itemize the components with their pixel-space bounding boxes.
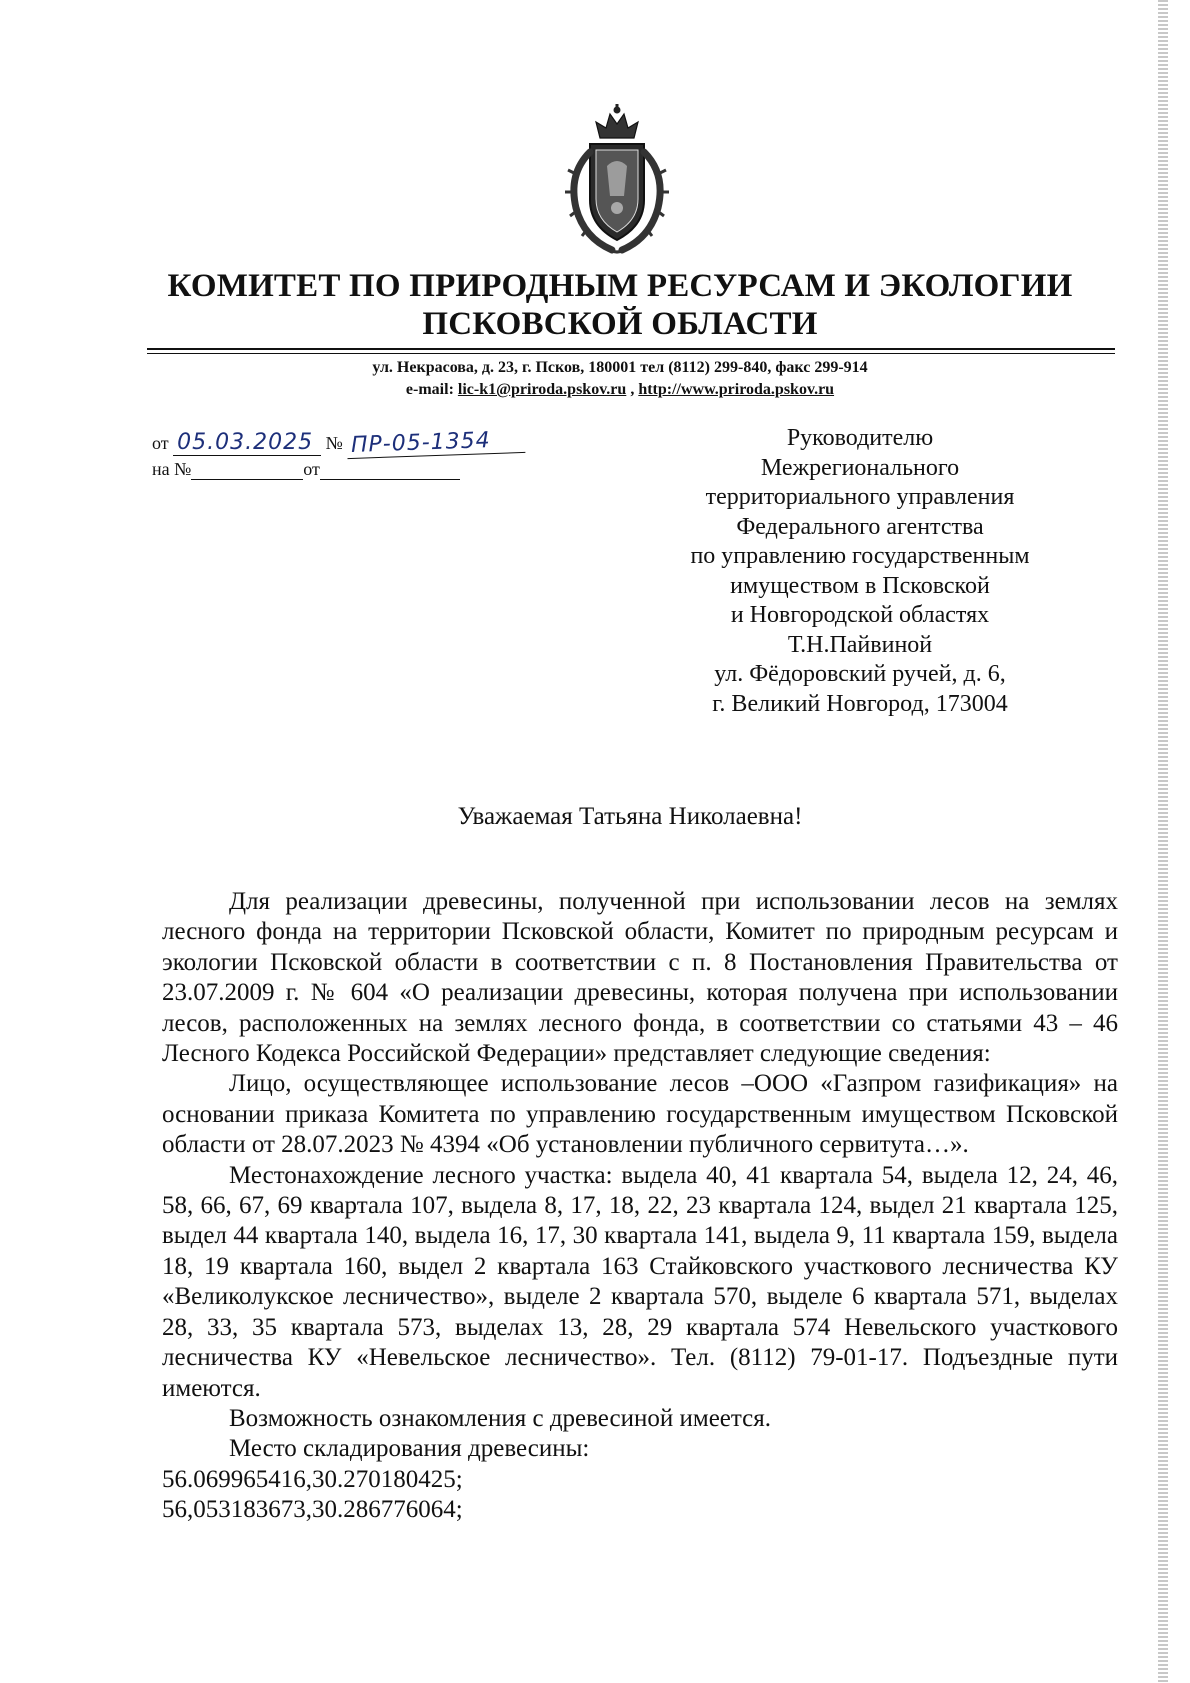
scan-edge-artifact bbox=[1158, 0, 1168, 1683]
organization-contacts bbox=[120, 381, 1120, 399]
recipient-city: г. Великий Новгород, 173004 bbox=[712, 690, 1008, 717]
number-label: № bbox=[325, 433, 343, 453]
body-paragraph: Местонахождение лесного участка: выдела 40, 41 квартала 54, выдела 12, 24, 46, 58, 66, 67, 69 квартала 107, выдела 8, 17, 18, 22, 23 квартала 124, выдел 21 квартала 125, выдел 44 квартала 140, выдела 16, 17, 30 квартала 141, выдела 9, 11 квартала 159, выдела 18, 19 квартала 160, выдел 2 квартала 163 Стайковского участкового лесничества КУ «Великолукское лесничество», выделе 2 квартала 570, выделе 6 квартала 571, выделах 28, 33, 35 квартала 573, выделах 13, 28, 29 квартала 574 Невельского участкового лесничества КУ «Невельское лесничество». Тел. (8112) 79-01-17. Подъездные пути имеются. bbox=[162, 1161, 1118, 1402]
body-paragraph: Место складирования древесины: bbox=[229, 1435, 590, 1463]
organization-name-line2: ПСКОВСКОЙ ОБЛАСТИ bbox=[422, 306, 818, 342]
greeting: Уважаемая Татьяна Николаевна! bbox=[457, 803, 803, 830]
website-link[interactable]: http://www.priroda.pskov.ru bbox=[638, 381, 835, 398]
body-paragraph: Лицо, осуществляющее использование лесов –ООО «Газпром газификация» на основании приказа Комитета по управлению государственным имуществом Псковской области от 28.07.2023 № 4394 «Об установлении публичного сервитута…». bbox=[162, 1070, 1118, 1159]
recipient-line: и Новгородской областях bbox=[730, 602, 990, 628]
recipient-line: Межрегионального bbox=[760, 454, 960, 481]
letter-body bbox=[162, 887, 1118, 1526]
header-divider-thin bbox=[147, 353, 1115, 354]
recipient-line: территориального управления bbox=[705, 484, 1015, 510]
coat-of-arms-emblem-icon bbox=[562, 104, 672, 256]
from-label: от bbox=[152, 433, 169, 453]
organization-address: ул. Некрасова, д. 23, г. Псков, 180001 тел (8112) 299-840, факс 299-914 bbox=[372, 359, 868, 376]
reply-registration bbox=[152, 459, 460, 480]
recipient-block bbox=[620, 424, 1100, 719]
reply-date-blank bbox=[320, 463, 460, 480]
handwritten-number: ПР-05-1354 bbox=[347, 427, 526, 459]
reply-number-blank bbox=[191, 463, 303, 480]
handwritten-date: 05.03.2025 bbox=[173, 430, 321, 456]
recipient-line: имуществом в Псковской bbox=[730, 572, 990, 599]
reply-from-label: от bbox=[303, 459, 320, 479]
recipient-name: Т.Н.Пайвиной bbox=[787, 631, 933, 658]
organization-name-line1: КОМИТЕТ ПО ПРИРОДНЫМ РЕСУРСАМ И ЭКОЛОГИИ bbox=[167, 268, 1073, 304]
recipient-line: Федерального агентства bbox=[736, 513, 984, 540]
contact-separator: , bbox=[630, 381, 635, 398]
body-paragraph: Для реализации древесины, полученной при использовании лесов на землях лесного фонда на территории Псковской области, Комитет по природным ресурсам и экологии Псковской области в соответствии с п. 8 Постановления Правительства от 23.07.2009 г. № 604 «О реализации древесины, которая получена при использовании лесов, расположенных на землях лесного фонда, в соответствии со статьями 43 – 46 Лесного Кодекса Российской Федерации» представляет следующие сведения: bbox=[162, 888, 1118, 1068]
header-divider bbox=[147, 348, 1115, 350]
body-paragraph: Возможность ознакомления с древесиной имеется. bbox=[229, 1404, 771, 1432]
reply-number-label: на № bbox=[152, 459, 192, 479]
email-label: e-mail: bbox=[405, 381, 454, 398]
outgoing-registration bbox=[152, 430, 525, 456]
storage-coordinate: 56,053183673,30.286776064; bbox=[162, 1496, 463, 1524]
storage-coordinate: 56.069965416,30.270180425; bbox=[162, 1465, 463, 1493]
email-link[interactable]: lic-k1@priroda.pskov.ru bbox=[457, 381, 627, 398]
recipient-line: по управлению государственным bbox=[690, 543, 1030, 569]
recipient-line: Руководителю bbox=[786, 425, 934, 451]
recipient-address: ул. Фёдоровский ручей, д. 6, bbox=[714, 661, 1006, 687]
